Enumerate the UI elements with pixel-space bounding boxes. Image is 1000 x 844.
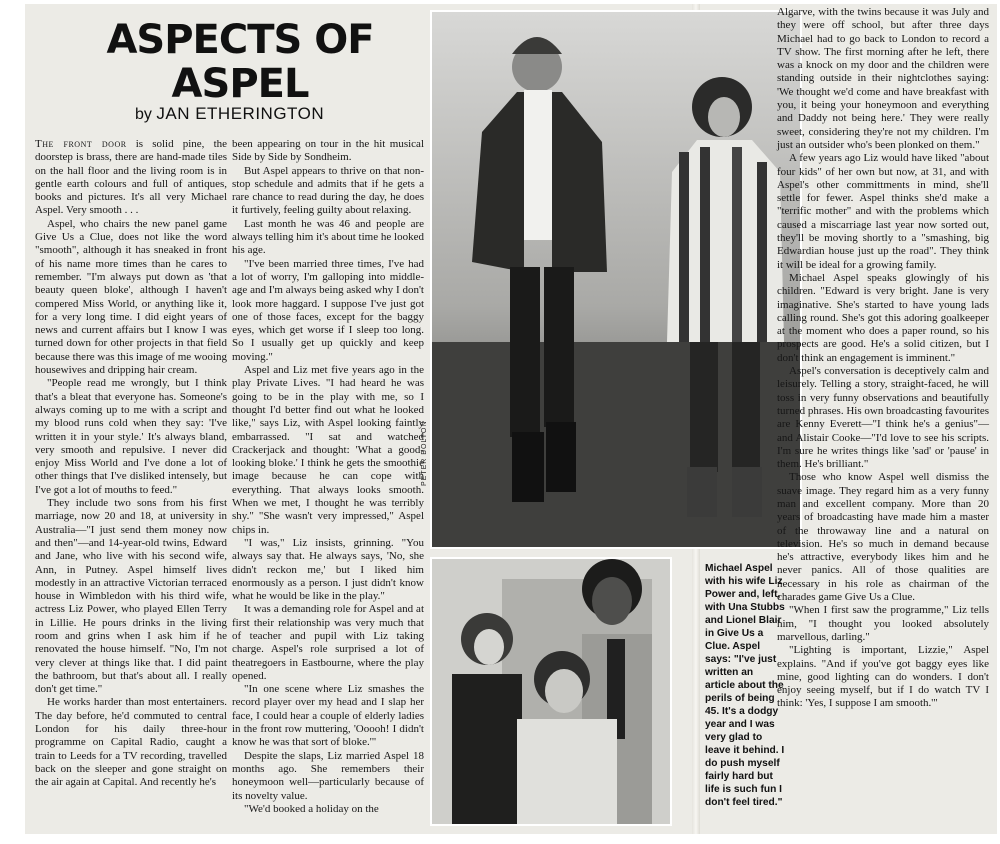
give-us-a-clue-photo: [430, 557, 672, 826]
paragraph: "Lighting is important, Lizzie," Aspel explains. "And if you've got baggy eyes like mine, good lighting can do wonders. I don't enjoy seeing myself, but if I do watch TV I think: 'Yes, I suppose I am smooth.'": [777, 644, 989, 710]
paragraph: "People read me wrongly, but I think that's a bleat that everyone has. Someone's always coming up to me with a script and my blood runs cold when they say: 'I've written it in your style.' It's always bland, very smooth and repulsive. I never did enjoy Miss World and I've done a lot of other things that I've disliked intensely, but I've got a lot of mouths to feed.": [35, 377, 227, 496]
paragraph: "I've been married three times, I've had a lot of worry, I'm galloping into middle-age and I'm always being asked why I don't look more haggard. I suppose I've just got one of those faces, except for the baggy eyes, which get worse if I sleep too long. So I usually get up quickly and keep moving.": [232, 257, 424, 363]
paragraph: Those who know Aspel well dismiss the suave image. They regard him as a very funny man and excellent company. More than 20 years of broadcasting have made him a master of the throwaway line and a natural on television. He's so much in demand because he's attractive, everybody likes him and he never panics. All of those qualities are necessary in his role as chairman of the charades game Give Us a Clue.: [777, 471, 989, 604]
headline-line-1: ASPECTS OF: [106, 17, 374, 63]
couple-walking-illustration: [432, 12, 800, 547]
paragraph: "In one scene where Liz smashes the record player over my head and I slap her face, I could hear a couple of elderly ladies in the front row muttering, 'Ooooh! I didn't know he was that sort of bloke.'": [232, 683, 424, 749]
headline: [105, 18, 375, 106]
caption-quote: Aspel says: "I've just written an article about the perils of being 45. It's a dodgy year and I was very glad to leave it behind. I do push myself fairly hard but life is such fun I don't feel tired.": [705, 641, 785, 808]
tv-panel-illustration: [432, 559, 670, 824]
lead-in: The front door: [35, 138, 127, 150]
paragraph: "I was," Liz insists, grinning. "You always say that. He always says, 'No, she didn't reckon me,' but I liked him enormously as a person. I just didn't know what he would be like in the play.": [232, 536, 424, 603]
article-column-1: [35, 138, 227, 790]
newspaper-page: [25, 4, 997, 834]
article-column-3: [777, 6, 989, 711]
caption-text: Michael Aspel with his wife Liz Power and, left, with Una Stubbs and Lionel Blair in Give Us a Clue.: [705, 563, 785, 652]
paragraph: been appearing on tour in the hit musical Side by Side by Sondheim.: [232, 138, 424, 164]
paragraph: "When I first saw the programme," Liz tells him, "I thought you looked absolutely marvellous, darling.": [777, 604, 989, 643]
byline-by: by: [135, 106, 152, 123]
paragraph-text: is solid pine, the doorstep is brass, there are hand-made tiles on the hall floor and the living room is in gentle earth colours and full of antiques, books and pictures. It's all very Michael Aspel. Very smooth . . .: [35, 138, 228, 217]
paragraph: They include two sons from his first marriage, now 20 and 18, at university in Australia—"I just send them money now and then"—and 14-year-old twins, Edward and Jane, who live with his second wife, Ann, in Putney. Aspel himself lives modestly in an attractive Victorian terraced house in Wimbledon with his third wife, actress Liz Power, who played Ellen Terry in Lillie. He pours drinks in the living room and grins when I ask him if he renovated the house himself. "No, I'm not very clever at things like that. I did paint the bathroom, but that's about all. I really don't get time.": [35, 497, 227, 696]
paragraph: Last month he was 46 and people are always telling him it's about time he looked his age.: [232, 217, 424, 257]
paragraph: Aspel and Liz met five years ago in the play Private Lives. "I had heard he was going to be in the play with me, so I thought I'd better find out what he looked like," says Liz, with Aspel looking faintly embarrassed. "I sat and watched Crackerjack and thought: 'What a good-looking bloke.' I think he gets the smoothie image because he can cope with everything. That always looks smooth. When we met, I thought he was terribly shy." "She wasn't very impressed," Aspel chips in.: [232, 364, 424, 536]
article-column-2: [232, 138, 424, 816]
paragraph: Aspel, who chairs the new panel game Give Us a Clue, does not like the word "smooth", although it has sneaked in front of his name more times than he cares to remember. "I'm always put down as 'that beauty queen bloke', although I haven't compered Miss World, or anything like it, for a very long time. I did eight years of news and current affairs but I know I was turned down for other projects in that field because there was this image of me wooing housewives and dripping hair cream.: [35, 217, 227, 377]
paragraph: "We'd booked a holiday on the: [244, 802, 379, 815]
photo-caption: [705, 562, 785, 809]
paragraph: It was a demanding role for Aspel and at first their relationship was very much that of teacher and pupil with Liz taking charge. Aspel's role surprised a lot of theatregoers in Eastbourne, where the play opened.: [232, 603, 424, 682]
paragraph: Algarve, with the twins because it was July and they were off school, but after three days Michael had to go back to London to record a TV show. The first morning after he left, there was a knock on my door and the children were standing outside in their nightclothes saying: 'We thought we'd come and have breakfast with you, it being your honeymoon and everything and Daddy not being here.' They were really sweet, considering they're not my children. I'm just an outsider who's been plonked on them.": [777, 6, 989, 151]
paragraph: A few years ago Liz would have liked "about four kids" of her own but now, at 31, and with Aspel's other committments in mind, she'll settle for fewer. Aspel thinks she'd make a "terrific mother" and with the problems which caused a miscarriage last year now sorted out, they'll be moving shortly to a "smashing, big Edwardian house just up the road". They think it will be ideal for a growing family.: [777, 152, 989, 271]
paragraph: Aspel's conversation is deceptively calm and leisurely. Telling a story, straight-faced, he will toss in very funny observations and beautifully turned phrases. His own broadcasting favourites are Kenny Everett—"I think he's a genius"—and Alistair Cooke—"I'd love to see his scripts. I'm sure he writes things like 'sad' or 'pause' in them. He's brilliant.": [777, 365, 990, 471]
paragraph: Despite the slaps, Liz married Aspel 18 months ago. She remembers their honeymoon well—particularly because of its novelty value.: [232, 749, 424, 802]
byline-author: JAN ETHERINGTON: [156, 104, 325, 123]
paragraph: He works harder than most entertainers. The day before, he'd commuted to central London for his daily three-hour programme on Capital Radio, caught a train to Leeds for a TV recording, travelled back on the sleeper and gone straight on the air again at Capital. And recently he's: [35, 696, 227, 789]
paragraph: [35, 138, 227, 218]
paragraph: Michael Aspel speaks glowingly of his children. "Edward is very bright. Jane is very imaginative. She's started to have young lads calling round. She's got this adoring goalkeeper at the moment who does a paper round, so his prospects are good. He's a solid citizen, but I don't think an engagement is imminent.": [777, 271, 989, 364]
paragraph: But Aspel appears to thrive on that non-stop schedule and admits that if he gets a rare chance to read during the day, he does it furtively, feeling guilty about relaxing.: [232, 164, 424, 217]
headline-line-2: ASPEL: [171, 61, 309, 107]
photo-credit: PETER BOLTON: [421, 420, 428, 486]
couple-walking-photo: [430, 10, 802, 549]
byline: [135, 104, 324, 124]
